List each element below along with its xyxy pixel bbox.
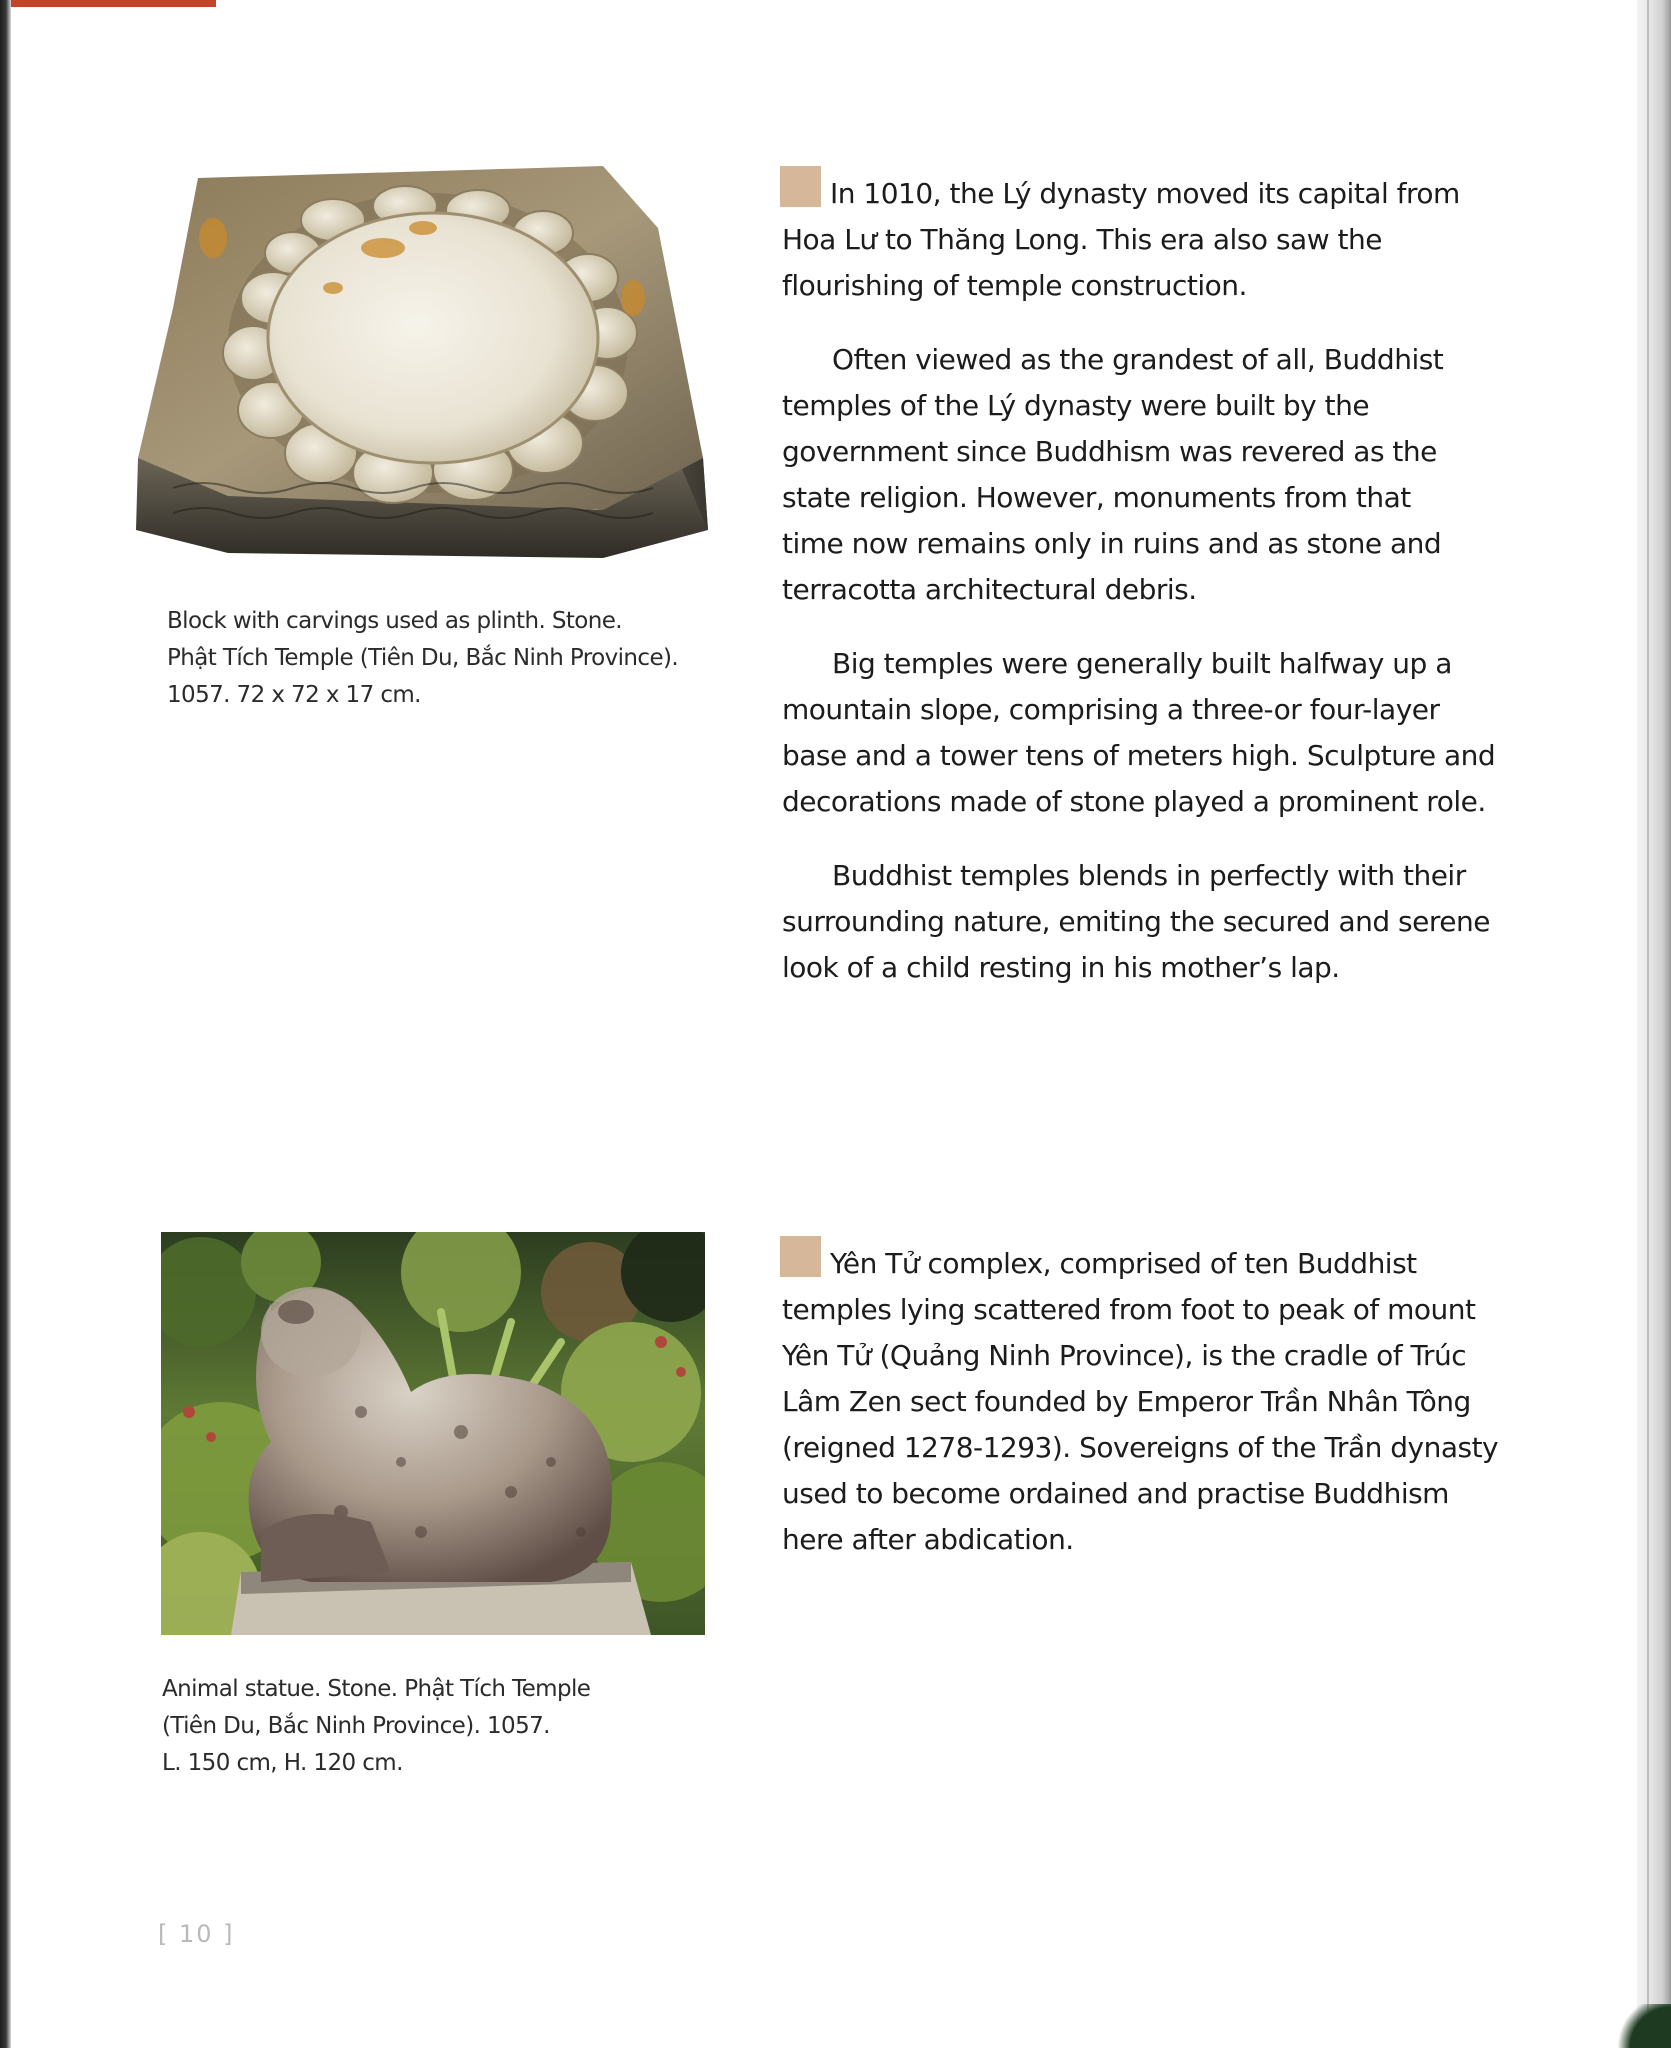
square-bullet-icon — [780, 1236, 821, 1277]
section-2-text — [782, 1236, 1499, 1591]
page-number: [ 10 ] — [158, 1920, 235, 1948]
text-line: here after abdication. — [782, 1523, 1074, 1556]
text-line: (reigned 1278-1293). Sovereigns of the Trần dynasty — [782, 1431, 1499, 1464]
page-right-edge — [1637, 0, 1671, 2048]
text-line: base and a tower tens of meters high. Sculpture and — [782, 739, 1496, 772]
plinth-photo — [133, 158, 713, 568]
text-line: time now remains only in ruins and as stone and — [782, 527, 1442, 560]
plinth-illustration — [133, 158, 713, 568]
text-line: Hoa Lư to Thăng Long. This era also saw the — [782, 223, 1382, 256]
text-line: flourishing of temple construction. — [782, 269, 1247, 302]
page-corner — [1611, 2004, 1671, 2048]
text-line: Yên Tử complex, comprised of ten Buddhist — [782, 1236, 1494, 1287]
text-line: used to become ordained and practise Buddhism — [782, 1477, 1449, 1510]
text-line: temples lying scattered from foot to peak of mount — [782, 1293, 1476, 1326]
caption-line: Block with carvings used as plinth. Stone. — [167, 608, 623, 634]
plinth-caption — [167, 603, 678, 714]
text-line: Yên Tử (Quảng Ninh Province), is the cradle of Trúc — [782, 1339, 1467, 1372]
top-red-strip — [11, 0, 216, 7]
caption-line: 1057. 72 x 72 x 17 cm. — [167, 682, 421, 708]
page-left-edge — [0, 0, 11, 2048]
text-line: look of a child resting in his mother’s lap. — [782, 951, 1340, 984]
text-line: surrounding nature, emiting the secured and serene — [782, 905, 1490, 938]
caption-line: Phật Tích Temple (Tiên Du, Bắc Ninh Province). — [167, 645, 679, 671]
text-line: state religion. However, monuments from that — [782, 481, 1411, 514]
paragraph — [782, 166, 1494, 309]
page-right-edge-line — [1647, 0, 1649, 2048]
animal-statue-illustration — [161, 1232, 705, 1635]
paragraph — [782, 1236, 1499, 1563]
animal-statue-photo — [161, 1232, 705, 1635]
paragraph — [782, 641, 1494, 825]
text-line: Big temples were generally built halfway up a — [832, 647, 1452, 680]
text-line: Often viewed as the grandest of all, Buddhist — [832, 343, 1444, 376]
text-line: mountain slope, comprising a three-or four-layer — [782, 693, 1440, 726]
paragraph — [782, 853, 1494, 991]
text-line: Lâm Zen sect founded by Emperor Trần Nhân Tông — [782, 1385, 1471, 1418]
square-bullet-icon — [780, 166, 821, 207]
paragraph — [782, 337, 1494, 613]
caption-line: Animal statue. Stone. Phật Tích Temple — [162, 1676, 591, 1702]
text-line: In 1010, the Lý dynasty moved its capital from — [782, 166, 1494, 217]
text-line: temples of the Lý dynasty were built by the — [782, 389, 1370, 422]
animal-statue-caption — [162, 1671, 590, 1782]
text-line: Buddhist temples blends in perfectly with their — [832, 859, 1466, 892]
caption-line: L. 150 cm, H. 120 cm. — [162, 1750, 403, 1776]
caption-line: (Tiên Du, Bắc Ninh Province). 1057. — [162, 1713, 550, 1739]
text-line: government since Buddhism was revered as the — [782, 435, 1437, 468]
text-line: decorations made of stone played a prominent role. — [782, 785, 1486, 818]
section-1-text — [782, 166, 1494, 1019]
text-line: terracotta architectural debris. — [782, 573, 1197, 606]
